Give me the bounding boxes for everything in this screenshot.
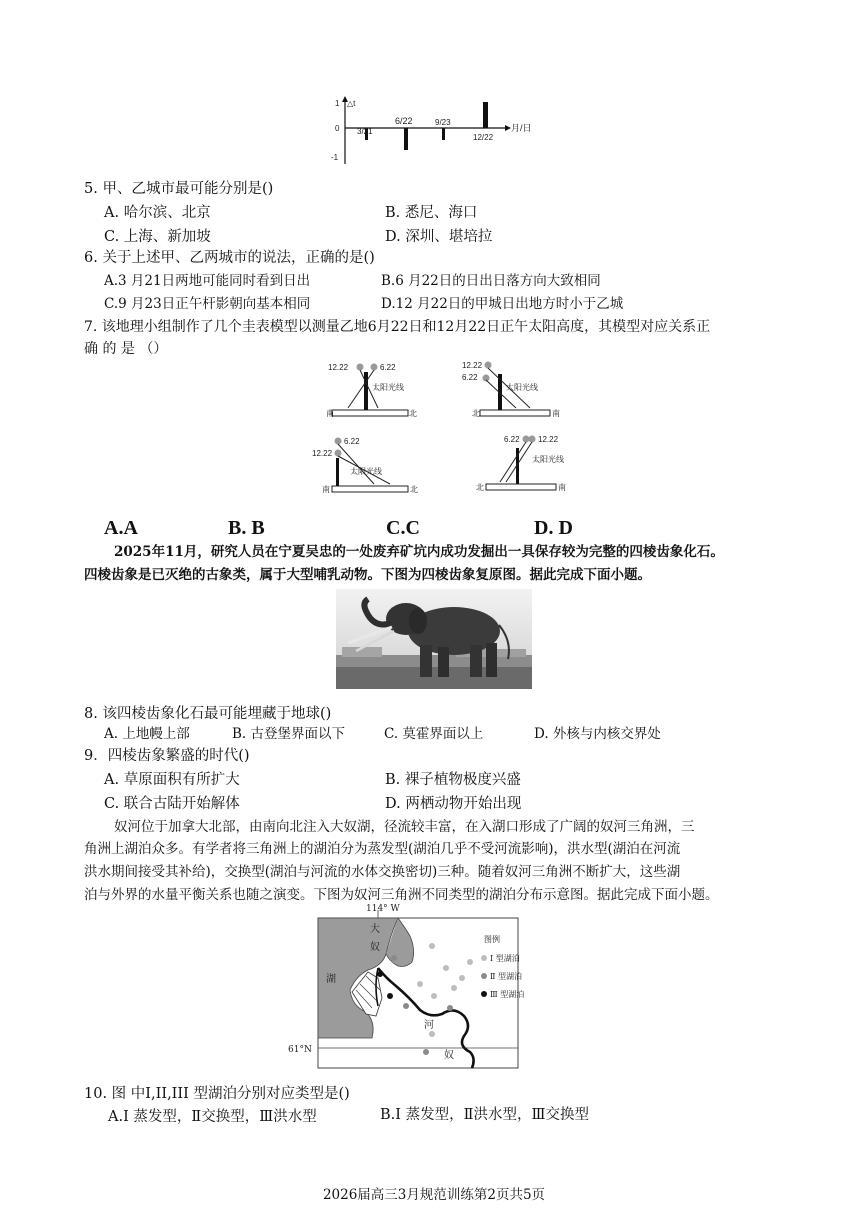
q7-stem-line2: 确 的 是 （） — [84, 341, 168, 357]
q8-option-d[interactable]: D. 外核与内核交界处 — [534, 726, 661, 742]
date-label-1222: 12/22 — [473, 133, 494, 142]
q6-option-c[interactable]: C.9 月23日正午杆影朝向基本相同 — [104, 296, 311, 312]
q9-stem: 9．四棱齿象繁盛的时代() — [84, 748, 250, 764]
q8-option-a[interactable]: A. 上地幔上部 — [104, 726, 190, 742]
q8-option-b[interactable]: B. 古登堡界面以下 — [232, 726, 346, 742]
elephant-intro-line1: 2025年11月，研究人员在宁夏吴忠的一处废弃矿坑内成功发掘出一具保存较为完整的四棱齿象化石。 — [114, 544, 724, 560]
diagram-a-sun-1222-icon — [357, 364, 364, 371]
diagram-d-label-1222: 12.22 — [538, 435, 559, 444]
diagram-c-north: 北 — [410, 485, 418, 494]
diagram-c-sun-622-icon — [335, 438, 342, 445]
diagram-b-sunlight-label: 太阳光线 — [506, 383, 538, 392]
diagram-d-south: 南 — [558, 483, 566, 492]
river-intro-line1: 奴河位于加拿大北部，由南向北注入大奴湖，径流较丰富，在入湖口形成了广阔的奴河三角洲，三 — [114, 819, 695, 835]
date-label-0622: 6/22 — [395, 116, 413, 126]
q7-option-a[interactable]: A.A — [104, 517, 138, 539]
q5-option-a[interactable]: A. 哈尔滨、北京 — [104, 205, 211, 221]
bar-1222 — [483, 102, 488, 128]
diagram-b-label-1222: 12.22 — [462, 361, 483, 370]
diagram-a-label-622: 6.22 — [380, 363, 396, 372]
y-tick-pos: 1 — [335, 99, 340, 108]
diagram-a-south: 南 — [326, 409, 334, 418]
diagram-d-sun-622-icon — [523, 436, 530, 443]
tetralophodon-reconstruction-image — [336, 589, 532, 689]
bar-0923 — [442, 128, 445, 140]
q8-stem: 8. 该四棱齿象化石最可能埋藏于地球() — [84, 706, 332, 722]
bar-0622 — [404, 128, 408, 150]
y-tick-neg: -1 — [331, 153, 339, 162]
gnomon-diagram-b — [460, 358, 560, 430]
q9-option-b[interactable]: B. 裸子植物极度兴盛 — [385, 772, 521, 788]
river-char-2: 奴 — [444, 1050, 454, 1061]
legend-type-2-icon — [481, 973, 487, 979]
diagram-b-label-622: 6.22 — [462, 373, 478, 382]
diagram-d-sunlight-label: 太阳光线 — [532, 455, 564, 464]
diagram-a-sun-622-icon — [371, 364, 378, 371]
diagram-a-north: 北 — [409, 409, 417, 418]
map-longitude-label: 114° W — [366, 904, 400, 914]
y-axis-title: △t — [347, 99, 356, 108]
sunrise-time-diff-chart — [325, 94, 550, 166]
q9-option-d[interactable]: D. 两栖动物开始出现 — [385, 796, 522, 812]
date-label-0321: 3/21 — [357, 127, 373, 136]
q7-stem-line1: 7. 该地理小组制作了几个圭表模型以测量乙地6月22日和12月22日正午太阳高度，其模型对应关系正 — [84, 319, 711, 335]
q8-option-c[interactable]: C. 莫霍界面以上 — [384, 726, 484, 742]
lake-char-1: 大 — [370, 924, 380, 935]
q6-option-d[interactable]: D.12 月22日的甲城日出地方时小于乙城 — [381, 296, 624, 312]
legend-type-3-icon — [481, 991, 487, 997]
legend-type-1-icon — [481, 955, 487, 961]
q5-option-b[interactable]: B. 悉尼、海口 — [385, 205, 478, 221]
q10-option-b[interactable]: B.Ⅰ 蒸发型，Ⅱ洪水型，Ⅲ交换型 — [380, 1107, 589, 1123]
y-tick-zero: 0 — [335, 124, 340, 133]
diagram-c-south: 南 — [322, 485, 330, 494]
slave-river-delta-map — [286, 906, 526, 1080]
river-char-1: 河 — [424, 1020, 434, 1031]
q5-option-c[interactable]: C. 上海、新加坡 — [104, 229, 211, 245]
diagram-a-label-1222: 12.22 — [328, 363, 349, 372]
legend-type-3: Ⅲ 型湖泊 — [490, 990, 525, 999]
diagram-c-sun-1222-icon — [335, 450, 342, 457]
diagram-d-north: 北 — [476, 483, 484, 492]
q9-option-a[interactable]: A. 草原面积有所扩大 — [104, 772, 240, 788]
q9-option-c[interactable]: C. 联合古陆开始解体 — [104, 796, 240, 812]
q7-option-b[interactable]: B. B — [228, 517, 265, 539]
river-intro-line4: 泊与外界的水量平衡关系也随之演变。下图为奴河三角洲不同类型的湖泊分布示意图。据此完成下面小题。 — [84, 887, 719, 903]
gnomon-diagram-d — [476, 432, 566, 500]
diagram-c-sunlight-label: 太阳光线 — [350, 467, 382, 476]
lake-char-2: 奴 — [370, 942, 380, 953]
q5-stem: 5. 甲、乙城市最可能分别是() — [84, 181, 274, 197]
legend-type-2: Ⅱ 型湖泊 — [490, 972, 522, 981]
legend-title: 图例 — [484, 935, 500, 944]
q6-option-b[interactable]: B.6 月22日的日出日落方向大致相同 — [381, 273, 601, 289]
lake-char-3: 湖 — [326, 974, 336, 985]
q5-option-d[interactable]: D. 深圳、堪培拉 — [385, 229, 493, 245]
river-intro-line3: 洪水期间接受其补给)，交换型(湖泊与河流的水体交换密切)三种。随着奴河三角洲不断扩大，这些湖 — [84, 864, 681, 880]
river-intro-line2: 角洲上湖泊众多。有学者将三角洲上的湖泊分为蒸发型(湖泊几乎不受河流影响)，洪水型(湖泊在河流 — [84, 841, 681, 857]
q6-stem: 6. 关于上述甲、乙两城市的说法，正确的是() — [84, 250, 375, 266]
diagram-b-sun-1222-icon — [485, 362, 492, 369]
q7-option-d[interactable]: D. D — [534, 517, 573, 539]
elephant-intro-line2: 四棱齿象是已灭绝的古象类，属于大型哺乳动物。下图为四棱齿象复原图。据此完成下面小题。 — [84, 567, 651, 583]
diagram-b-south: 南 — [552, 409, 560, 418]
diagram-c-label-1222: 12.22 — [312, 449, 333, 458]
diagram-d-sun-1222-icon — [529, 436, 536, 443]
legend-type-1: Ⅰ 型湖泊 — [490, 954, 520, 963]
diagram-c-label-622: 6.22 — [344, 437, 360, 446]
x-axis-unit: 月/日 — [511, 123, 532, 133]
page-footer: 2026届高三3月规范训练第2页共5页 — [322, 1187, 546, 1203]
map-latitude-label: 61°N — [288, 1045, 312, 1055]
q10-option-a[interactable]: A.I 蒸发型，Ⅱ交换型，Ⅲ洪水型 — [108, 1109, 317, 1125]
diagram-d-label-622: 6.22 — [504, 435, 520, 444]
diagram-a-sunlight-label: 太阳光线 — [372, 383, 404, 392]
diagram-b-north: 北 — [472, 409, 480, 418]
gnomon-diagram-a — [326, 360, 416, 430]
gnomon-diagram-c — [310, 434, 420, 500]
q10-stem: 10. 图 中I,II,III 型湖泊分别对应类型是() — [84, 1086, 350, 1102]
q7-option-c[interactable]: C.C — [386, 517, 420, 539]
date-label-0923: 9/23 — [435, 118, 451, 127]
q6-option-a[interactable]: A.3 月21日两地可能同时看到日出 — [104, 273, 311, 289]
